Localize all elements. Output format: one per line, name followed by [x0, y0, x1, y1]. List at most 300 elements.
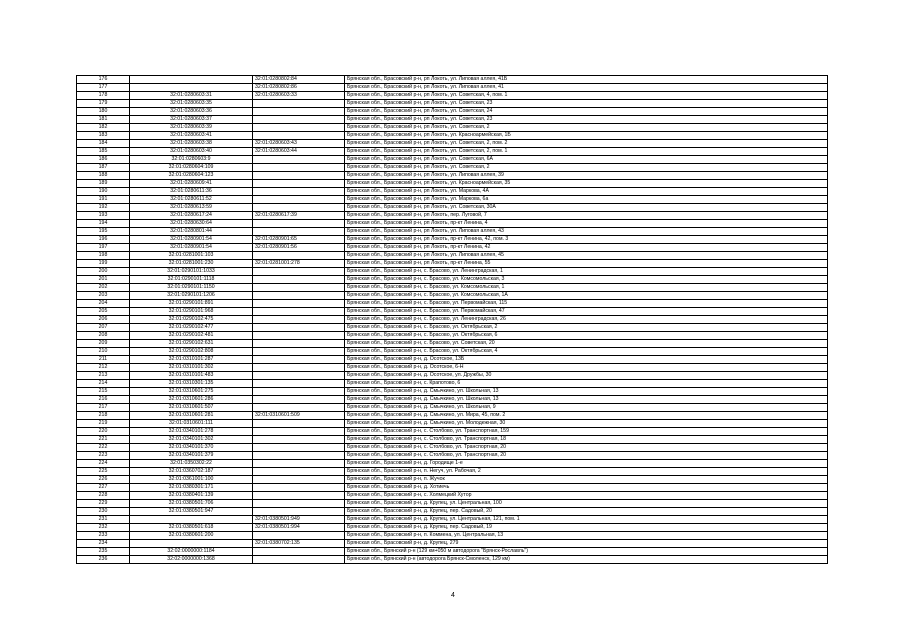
address-cell: Брянская обл., Брасовский р-н, рп Локоть, ул. Советская, 24: [345, 108, 828, 116]
table-row: [77, 436, 828, 444]
row-number-cell: 199: [77, 260, 130, 268]
row-number-cell: 224: [77, 460, 130, 468]
table-row: [77, 396, 828, 404]
address-cell: Брянская обл., Брасовский р-н, с. Брасово, ул. Советская, 20: [345, 340, 828, 348]
table-row: [77, 556, 828, 564]
cadastral-number-building-cell: [253, 292, 345, 300]
cadastral-number-parcel-cell: 32:01:0310601:275: [130, 388, 253, 396]
cadastral-number-building-cell: [253, 388, 345, 396]
cadastral-number-building-cell: [253, 284, 345, 292]
address-cell: Брянская обл., Брасовский р-н, рп Локоть, ул. Маркова, 4А: [345, 188, 828, 196]
cadastral-number-parcel-cell: 32:01:0280603:37: [130, 116, 253, 124]
table-row: [77, 220, 828, 228]
row-number-cell: 230: [77, 508, 130, 516]
cadastral-number-building-cell: [253, 332, 345, 340]
row-number-cell: 191: [77, 196, 130, 204]
address-cell: Брянская обл., Брасовский р-н, рп Локоть, ул. Советская, 2: [345, 164, 828, 172]
cadastral-number-parcel-cell: 32:01:0380601:200: [130, 532, 253, 540]
cadastral-number-parcel-cell: 32:01:0340101:379: [130, 452, 253, 460]
cadastral-number-parcel-cell: [130, 76, 253, 84]
cadastral-number-parcel-cell: 32:01:0360702:187: [130, 468, 253, 476]
cadastral-number-building-cell: [253, 100, 345, 108]
address-cell: Брянская обл., Брасовский р-н, рп Локоть, ул. Советская, 6А: [345, 156, 828, 164]
table-row: [77, 372, 828, 380]
table-row: [77, 388, 828, 396]
table-row: [77, 156, 828, 164]
address-cell: Брянская обл., Брасовский р-н, д. Осотское, 6-Н: [345, 364, 828, 372]
cadastral-number-parcel-cell: 32:01:0310601:281: [130, 412, 253, 420]
cadastral-number-parcel-cell: 32:01:0280801:44: [130, 228, 253, 236]
cadastral-number-building-cell: [253, 164, 345, 172]
cadastral-number-parcel-cell: 32:01:0361001:100: [130, 476, 253, 484]
address-cell: Брянская обл., Брасовский р-н, с. Брасово, ул. Октябрьская, 2: [345, 324, 828, 332]
address-cell: Брянская обл., Брасовский р-н, д. Осотское, ул. Дружбы, 30: [345, 372, 828, 380]
address-cell: Брянская обл., Брянский р-н (129 км+050 м автодорога "Брянск-Рославль"): [345, 548, 828, 556]
cadastral-number-parcel-cell: 32:01:0280613:59: [130, 204, 253, 212]
row-number-cell: 208: [77, 332, 130, 340]
table-row: [77, 148, 828, 156]
cadastral-number-building-cell: [253, 228, 345, 236]
cadastral-number-building-cell: [253, 132, 345, 140]
cadastral-number-parcel-cell: 32:01:0280901:54: [130, 236, 253, 244]
address-cell: Брянская обл., Брасовский р-н, рп Локоть, ул. Липовая аллея, 41Б: [345, 76, 828, 84]
row-number-cell: 188: [77, 172, 130, 180]
table-row: [77, 452, 828, 460]
cadastral-number-parcel-cell: 32:01:0310601:111: [130, 420, 253, 428]
row-number-cell: 220: [77, 428, 130, 436]
row-number-cell: 211: [77, 356, 130, 364]
address-cell: Брянская обл., Брасовский р-н, рп Локоть, пр-кт Ленина, 42: [345, 244, 828, 252]
table-row: [77, 276, 828, 284]
cadastral-number-parcel-cell: 32:01:0340101:370: [130, 444, 253, 452]
row-number-cell: 228: [77, 492, 130, 500]
cadastral-number-building-cell: [253, 404, 345, 412]
table-row: [77, 476, 828, 484]
address-cell: Брянская обл., Брасовский р-н, с. Брасово, ул. Первомайская, 115: [345, 300, 828, 308]
cadastral-number-building-cell: 32:01:0280617:39: [253, 212, 345, 220]
address-cell: Брянская обл., Брасовский р-н, д. Смычкино, ул. Школьная, 13: [345, 396, 828, 404]
cadastral-number-parcel-cell: 32:01:0280609:41: [130, 180, 253, 188]
table-row: [77, 84, 828, 92]
address-cell: Брянская обл., Брасовский р-н, с. Крапотово, 6: [345, 380, 828, 388]
cadastral-number-parcel-cell: 32:01:0290101:1206: [130, 292, 253, 300]
table-row: [77, 524, 828, 532]
row-number-cell: 185: [77, 148, 130, 156]
cadastral-number-building-cell: [253, 180, 345, 188]
address-cell: Брянская обл., Брасовский р-н, д. Смычкино, ул. Школьная, 9: [345, 404, 828, 412]
row-number-cell: 186: [77, 156, 130, 164]
cadastral-number-building-cell: [253, 220, 345, 228]
table-row: [77, 292, 828, 300]
row-number-cell: 210: [77, 348, 130, 356]
cadastral-number-building-cell: [253, 508, 345, 516]
table-row: [77, 108, 828, 116]
cadastral-number-building-cell: [253, 276, 345, 284]
table-row: [77, 348, 828, 356]
table-row: [77, 500, 828, 508]
address-cell: Брянская обл., Брасовский р-н, с. Брасово, ул. Ленинградская, 26: [345, 316, 828, 324]
cadastral-number-building-cell: [253, 156, 345, 164]
cadastral-number-building-cell: [253, 452, 345, 460]
row-number-cell: 226: [77, 476, 130, 484]
cadastral-number-building-cell: [253, 348, 345, 356]
row-number-cell: 235: [77, 548, 130, 556]
table-row: [77, 380, 828, 388]
row-number-cell: 181: [77, 116, 130, 124]
row-number-cell: 227: [77, 484, 130, 492]
row-number-cell: 229: [77, 500, 130, 508]
row-number-cell: 222: [77, 444, 130, 452]
address-cell: Брянская обл., Брасовский р-н, с. Столбово, ул. Транспортная, 20: [345, 444, 828, 452]
row-number-cell: 201: [77, 276, 130, 284]
table-row: [77, 132, 828, 140]
cadastral-number-building-cell: [253, 468, 345, 476]
cadastral-number-building-cell: [253, 420, 345, 428]
table-row: [77, 228, 828, 236]
cadastral-number-parcel-cell: 32:01:0310301:135: [130, 380, 253, 388]
cadastral-number-building-cell: [253, 492, 345, 500]
cadastral-number-parcel-cell: 32:01:0350302:22: [130, 460, 253, 468]
address-cell: Брянская обл., Брасовский р-н, рп Локоть, ул. Советская, 2: [345, 124, 828, 132]
table-row: [77, 356, 828, 364]
address-cell: Брянская обл., Брасовский р-н, д. Крупец, 279: [345, 540, 828, 548]
table-row: [77, 196, 828, 204]
address-cell: Брянская обл., Брасовский р-н, рп Локоть, ул. Советская, 2, пом. 2: [345, 140, 828, 148]
address-cell: Брянская обл., Брасовский р-н, рп Локоть, ул. Липовая аллея, 45: [345, 252, 828, 260]
cadastral-number-parcel-cell: 32:01:0290102:481: [130, 332, 253, 340]
address-cell: Брянская обл., Брасовский р-н, с. Брасово, ул. Комсомольская, 1: [345, 284, 828, 292]
row-number-cell: 202: [77, 284, 130, 292]
cadastral-number-parcel-cell: 32:01:0280604:123: [130, 172, 253, 180]
cadastral-number-building-cell: [253, 380, 345, 388]
row-number-cell: 213: [77, 372, 130, 380]
row-number-cell: 183: [77, 132, 130, 140]
cadastral-number-building-cell: [253, 316, 345, 324]
cadastral-number-parcel-cell: 32:01:0280603:35: [130, 100, 253, 108]
cadastral-number-building-cell: 32:01:0310601:509: [253, 412, 345, 420]
cadastral-number-parcel-cell: 32:01:0290101:891: [130, 300, 253, 308]
cadastral-number-building-cell: [253, 356, 345, 364]
row-number-cell: 182: [77, 124, 130, 132]
cadastral-number-building-cell: [253, 436, 345, 444]
row-number-cell: 214: [77, 380, 130, 388]
table-row: [77, 316, 828, 324]
row-number-cell: 236: [77, 556, 130, 564]
cadastral-number-parcel-cell: 32:01:0310601:286: [130, 396, 253, 404]
row-number-cell: 231: [77, 516, 130, 524]
cadastral-number-parcel-cell: 32:01:0280604:109: [130, 164, 253, 172]
cadastral-number-parcel-cell: 32:01:0340101:302: [130, 436, 253, 444]
row-number-cell: 206: [77, 316, 130, 324]
cadastral-number-parcel-cell: 32:01:0290101:968: [130, 308, 253, 316]
row-number-cell: 209: [77, 340, 130, 348]
address-cell: Брянская обл., Брасовский р-н, д. Хотиечь: [345, 484, 828, 492]
cadastral-number-parcel-cell: 32:02:0000000:1368: [130, 556, 253, 564]
cadastral-number-building-cell: 32:01:0281001:278: [253, 260, 345, 268]
cadastral-table: [76, 75, 828, 564]
cadastral-number-parcel-cell: 32:01:0310601:507: [130, 404, 253, 412]
cadastral-number-parcel-cell: 32:01:0310101:483: [130, 372, 253, 380]
address-cell: Брянская обл., Брасовский р-н, рп Локоть, ул. Красноармейская, 1Б: [345, 132, 828, 140]
row-number-cell: 184: [77, 140, 130, 148]
cadastral-number-building-cell: 32:01:0280802:84: [253, 76, 345, 84]
cadastral-number-parcel-cell: 32:01:0280603:40: [130, 148, 253, 156]
table-row: [77, 100, 828, 108]
cadastral-number-parcel-cell: 32:01:0280603:38: [130, 140, 253, 148]
table-row: [77, 164, 828, 172]
row-number-cell: 204: [77, 300, 130, 308]
cadastral-number-building-cell: [253, 556, 345, 564]
address-cell: Брянская обл., Брасовский р-н, с. Брасово, ул. Октябрьская, 4: [345, 348, 828, 356]
cadastral-number-parcel-cell: 32:01:0280603:31: [130, 92, 253, 100]
table-row: [77, 92, 828, 100]
address-cell: Брянская обл., Брасовский р-н, с. Брасово, ул. Комсомольская, 1А: [345, 292, 828, 300]
table-row: [77, 324, 828, 332]
cadastral-number-parcel-cell: 32:01:0280611:52: [130, 196, 253, 204]
table-row: [77, 428, 828, 436]
address-cell: Брянская обл., Брасовский р-н, рп Локоть, ул. Советская, 23: [345, 100, 828, 108]
row-number-cell: 203: [77, 292, 130, 300]
cadastral-number-building-cell: [253, 532, 345, 540]
cadastral-number-parcel-cell: 32:01:0280603:39: [130, 124, 253, 132]
cadastral-number-building-cell: [253, 124, 345, 132]
address-cell: Брянская обл., Брасовский р-н, рп Локоть, ул. Советская, 23: [345, 116, 828, 124]
table-row: [77, 116, 828, 124]
row-number-cell: 223: [77, 452, 130, 460]
row-number-cell: 196: [77, 236, 130, 244]
cadastral-number-building-cell: [253, 460, 345, 468]
row-number-cell: 216: [77, 396, 130, 404]
address-cell: Брянская обл., Брасовский р-н, рп Локоть, ул. Советская, 2, пом. 1: [345, 148, 828, 156]
cadastral-number-building-cell: [253, 364, 345, 372]
address-cell: Брянская обл., Брасовский р-н, д. Крупец, пер. Садовый, 19: [345, 524, 828, 532]
table-row: [77, 508, 828, 516]
cadastral-number-parcel-cell: 32:01:0280603:41: [130, 132, 253, 140]
table-row: [77, 364, 828, 372]
row-number-cell: 217: [77, 404, 130, 412]
cadastral-number-building-cell: [253, 188, 345, 196]
table-row: [77, 212, 828, 220]
cadastral-number-parcel-cell: 32:01:0310101:287: [130, 356, 253, 364]
row-number-cell: 177: [77, 84, 130, 92]
cadastral-number-parcel-cell: 32:01:0280603:36: [130, 108, 253, 116]
table-row: [77, 340, 828, 348]
row-number-cell: 207: [77, 324, 130, 332]
row-number-cell: 212: [77, 364, 130, 372]
address-cell: Брянская обл., Брасовский р-н, с. Столбово, ул. Транспортная, 18: [345, 436, 828, 444]
address-cell: Брянская обл., Брасовский р-н, рп Локоть, пр-кт Ленина, 55: [345, 260, 828, 268]
table-row: [77, 268, 828, 276]
table-row: [77, 548, 828, 556]
cadastral-number-parcel-cell: 32:01:0290102:477: [130, 324, 253, 332]
address-cell: Брянская обл., Брасовский р-н, п. Коммена, ул. Центральная, 13: [345, 532, 828, 540]
table-row: [77, 172, 828, 180]
address-cell: Брянская обл., Брасовский р-н, п. Негуч, ул. Рабочая, 2: [345, 468, 828, 476]
table-row: [77, 468, 828, 476]
address-cell: Брянская обл., Брасовский р-н, д. Смычкино, ул. Школьная, 13: [345, 388, 828, 396]
cadastral-number-parcel-cell: 32:01:0380501:618: [130, 524, 253, 532]
address-cell: Брянская обл., Брасовский р-н, рп Локоть, ул. Маркова, 6а: [345, 196, 828, 204]
cadastral-number-building-cell: [253, 268, 345, 276]
cadastral-number-parcel-cell: 32:01:0380501:947: [130, 508, 253, 516]
address-cell: Брянская обл., Брянский р-н (автодорога Брянск-Смоленск, 129 км): [345, 556, 828, 564]
address-cell: Брянская обл., Брасовский р-н, с. Столбово, ул. Транспортная, 20: [345, 452, 828, 460]
address-cell: Брянская обл., Брасовский р-н, рп Локоть, пер. Луговой, 7: [345, 212, 828, 220]
cadastral-number-parcel-cell: 32:01:0280617:24: [130, 212, 253, 220]
address-cell: Брянская обл., Брасовский р-н, д. Крупец, ул. Центральная, 121, пом. 1: [345, 516, 828, 524]
cadastral-number-building-cell: [253, 500, 345, 508]
cadastral-number-parcel-cell: 32:01:0310101:302: [130, 364, 253, 372]
cadastral-number-building-cell: 32:01:0380702:135: [253, 540, 345, 548]
cadastral-number-parcel-cell: 32:01:0280611:36: [130, 188, 253, 196]
cadastral-number-building-cell: [253, 196, 345, 204]
row-number-cell: 200: [77, 268, 130, 276]
address-cell: Брянская обл., Брасовский р-н, с. Холмецкий Хутор: [345, 492, 828, 500]
table-row: [77, 300, 828, 308]
table-row: [77, 516, 828, 524]
row-number-cell: 218: [77, 412, 130, 420]
cadastral-number-parcel-cell: 32:01:0290102:475: [130, 316, 253, 324]
table-row: [77, 460, 828, 468]
address-cell: Брянская обл., Брасовский р-н, рп Локоть, ул. Советская, 4, пом. 1: [345, 92, 828, 100]
table-row: [77, 244, 828, 252]
address-cell: Брянская обл., Брасовский р-н, д. Смычкино, ул. Мира, 45, пом. 2: [345, 412, 828, 420]
cadastral-number-building-cell: [253, 108, 345, 116]
cadastral-number-parcel-cell: [130, 540, 253, 548]
cadastral-number-parcel-cell: [130, 84, 253, 92]
row-number-cell: 205: [77, 308, 130, 316]
table-row: [77, 260, 828, 268]
cadastral-number-parcel-cell: 32:01:0290101:1150: [130, 284, 253, 292]
address-cell: Брянская обл., Брасовский р-н, д. Крупец, ул. Центральная, 100: [345, 500, 828, 508]
cadastral-number-building-cell: 32:01:0280603:43: [253, 140, 345, 148]
address-cell: Брянская обл., Брасовский р-н, рп Локоть, пр-кт Ленина, 4: [345, 220, 828, 228]
page-number: 4: [451, 592, 455, 599]
cadastral-number-building-cell: [253, 300, 345, 308]
cadastral-number-parcel-cell: 32:01:0290102:808: [130, 348, 253, 356]
address-cell: Брянская обл., Брасовский р-н, с. Брасово, ул. Октябрьская, 6: [345, 332, 828, 340]
address-cell: Брянская обл., Брасовский р-н, рп Локоть, пр-кт Ленина, 42, пом. 3: [345, 236, 828, 244]
address-cell: Брянская обл., Брасовский р-н, с. Брасово, ул. Ленинградская, 1: [345, 268, 828, 276]
address-cell: Брянская обл., Брасовский р-н, д. Городище 1-е: [345, 460, 828, 468]
row-number-cell: 215: [77, 388, 130, 396]
table-row: [77, 308, 828, 316]
cadastral-number-building-cell: [253, 172, 345, 180]
row-number-cell: 234: [77, 540, 130, 548]
cadastral-number-building-cell: [253, 484, 345, 492]
row-number-cell: 178: [77, 92, 130, 100]
row-number-cell: 192: [77, 204, 130, 212]
table-body: [77, 76, 828, 564]
table-row: [77, 532, 828, 540]
table-row: [77, 188, 828, 196]
cadastral-number-parcel-cell: 32:01:0281001:103: [130, 252, 253, 260]
row-number-cell: 225: [77, 468, 130, 476]
cadastral-number-parcel-cell: 32:01:0290101:1118: [130, 276, 253, 284]
table-row: [77, 444, 828, 452]
address-cell: Брянская обл., Брасовский р-н, рп Локоть, ул. Красноармейская, 35: [345, 180, 828, 188]
address-cell: Брянская обл., Брасовский р-н, рп Локоть, ул. Липовая аллея, 43: [345, 228, 828, 236]
row-number-cell: 221: [77, 436, 130, 444]
row-number-cell: 219: [77, 420, 130, 428]
row-number-cell: 187: [77, 164, 130, 172]
table-row: [77, 492, 828, 500]
cadastral-number-building-cell: [253, 324, 345, 332]
cadastral-number-building-cell: 32:01:0380501:949: [253, 516, 345, 524]
cadastral-number-building-cell: [253, 116, 345, 124]
cadastral-number-parcel-cell: 32:02:0000000:1184: [130, 548, 253, 556]
address-cell: Брянская обл., Брасовский р-н, с. Брасово, ул. Первомайская, 47: [345, 308, 828, 316]
cadastral-number-parcel-cell: 32:01:0290102:631: [130, 340, 253, 348]
cadastral-number-parcel-cell: 32:01:0280901:54: [130, 244, 253, 252]
cadastral-number-building-cell: 32:01:0280802:86: [253, 84, 345, 92]
cadastral-number-parcel-cell: 32:01:0340101:278: [130, 428, 253, 436]
cadastral-number-building-cell: [253, 548, 345, 556]
address-cell: Брянская обл., Брасовский р-н, с. Столбово, ул. Транспортная, 159: [345, 428, 828, 436]
cadastral-number-building-cell: [253, 204, 345, 212]
address-cell: Брянская обл., Брасовский р-н, с. Брасово, ул. Комсомольская, 3: [345, 276, 828, 284]
cadastral-number-building-cell: 32:01:0280901:56: [253, 244, 345, 252]
row-number-cell: 190: [77, 188, 130, 196]
cadastral-number-building-cell: [253, 252, 345, 260]
cadastral-number-building-cell: 32:01:0280603:33: [253, 92, 345, 100]
cadastral-number-building-cell: [253, 372, 345, 380]
address-cell: Брянская обл., Брасовский р-н, рп Локоть, ул. Советская, 30А: [345, 204, 828, 212]
table-row: [77, 124, 828, 132]
table-row: [77, 540, 828, 548]
cadastral-number-parcel-cell: 32:01:0290101:1033: [130, 268, 253, 276]
table-row: [77, 236, 828, 244]
table-row: [77, 332, 828, 340]
cadastral-number-building-cell: 32:01:0280901:65: [253, 236, 345, 244]
cadastral-number-parcel-cell: 32:01:0280603:9: [130, 156, 253, 164]
row-number-cell: 189: [77, 180, 130, 188]
row-number-cell: 179: [77, 100, 130, 108]
cadastral-number-parcel-cell: 32:01:0380401:139: [130, 492, 253, 500]
address-cell: Брянская обл., Брасовский р-н, д. Крупец, пер. Садовый, 20: [345, 508, 828, 516]
row-number-cell: 193: [77, 212, 130, 220]
row-number-cell: 194: [77, 220, 130, 228]
row-number-cell: 197: [77, 244, 130, 252]
address-cell: Брянская обл., Брасовский р-н, п. Жучок: [345, 476, 828, 484]
cadastral-number-parcel-cell: 32:01:0281001:230: [130, 260, 253, 268]
table-row: [77, 76, 828, 84]
table-row: [77, 284, 828, 292]
table-row: [77, 484, 828, 492]
address-cell: Брянская обл., Брасовский р-н, д. Осотское, 13Б: [345, 356, 828, 364]
cadastral-number-building-cell: 32:01:0380501:994: [253, 524, 345, 532]
cadastral-number-building-cell: [253, 340, 345, 348]
cadastral-number-building-cell: [253, 428, 345, 436]
table-row: [77, 404, 828, 412]
cadastral-number-parcel-cell: 32:01:0380501:706: [130, 500, 253, 508]
table-row: [77, 204, 828, 212]
address-cell: Брянская обл., Брасовский р-н, рп Локоть, ул. Липовая аллея, 39: [345, 172, 828, 180]
table-row: [77, 412, 828, 420]
cadastral-number-parcel-cell: 32:01:0280630:64: [130, 220, 253, 228]
table-row: [77, 252, 828, 260]
table-row: [77, 420, 828, 428]
row-number-cell: 233: [77, 532, 130, 540]
row-number-cell: 180: [77, 108, 130, 116]
table-row: [77, 140, 828, 148]
table-row: [77, 180, 828, 188]
address-cell: Брянская обл., Брасовский р-н, рп Локоть, ул. Липовая аллея, 41: [345, 84, 828, 92]
row-number-cell: 195: [77, 228, 130, 236]
cadastral-number-building-cell: [253, 444, 345, 452]
cadastral-number-building-cell: 32:01:0280603:44: [253, 148, 345, 156]
cadastral-number-building-cell: [253, 308, 345, 316]
